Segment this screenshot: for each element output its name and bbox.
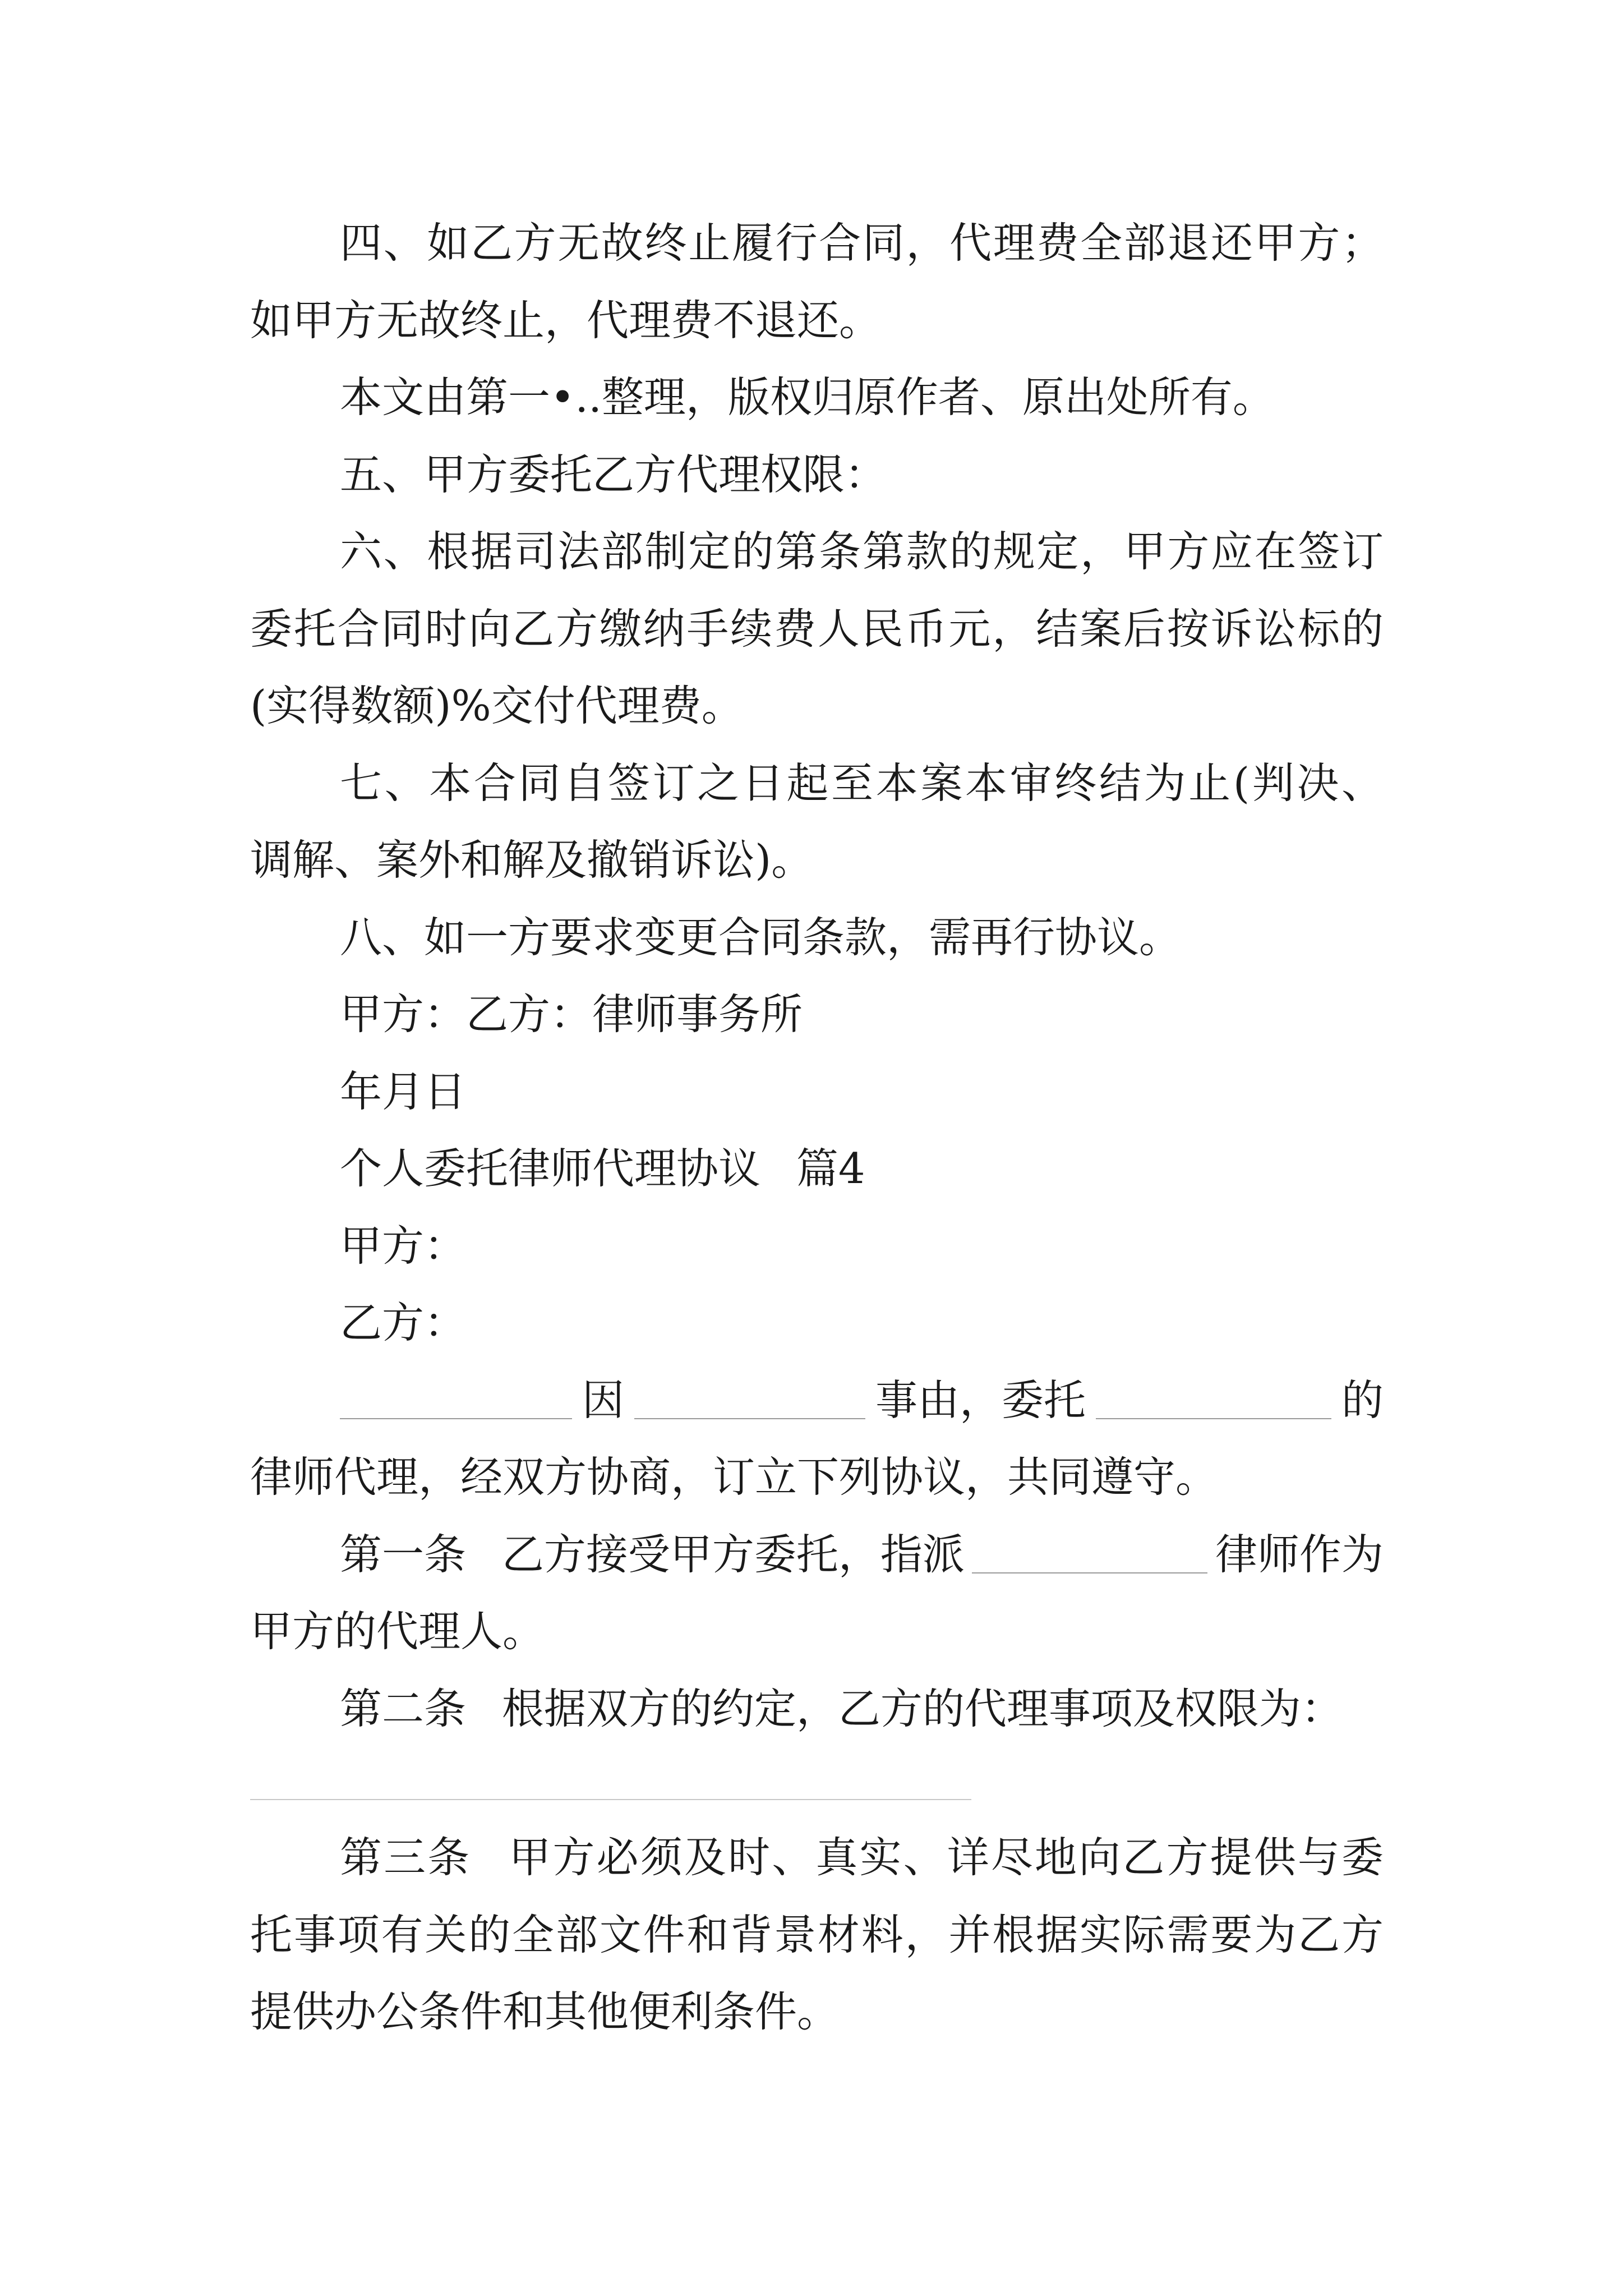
article-3-line-2: 托事项有关的全部文件和背景材料，并根据实际需要为乙方	[250, 1910, 1384, 1959]
clause-8: 八、如一方要求变更合同条款，需再行协议。	[340, 912, 1182, 962]
clause-7-line-1: 七、本合同自签订之日起至本案本审终结为止(判决、	[340, 758, 1384, 808]
fill-in-blank-law-firm	[1096, 1372, 1331, 1419]
clause-7-line-2: 调解、案外和解及撤销诉讼)。	[250, 835, 814, 885]
article-3-line-3: 提供办公条件和其他便利条件。	[250, 1987, 840, 2036]
clause-4-line-1: 四、如乙方无故终止履行合同，代理费全部退还甲方；	[340, 218, 1384, 268]
article-1-line-2: 甲方的代理人。	[250, 1607, 545, 1656]
clause-5: 五、甲方委托乙方代理权限：	[340, 449, 887, 499]
party-a-label: 甲方：	[340, 1221, 467, 1271]
clause-6-line-2: 委托合同时向乙方缴纳手续费人民币元，结案后按诉讼标的	[250, 604, 1384, 654]
clause-4-line-2: 如甲方无故终止，代理费不退还。	[250, 295, 882, 345]
clause-6-line-1: 六、根据司法部制定的第条第款的规定，甲方应在签订	[340, 527, 1384, 576]
fill-in-blank-lawyer	[972, 1526, 1207, 1573]
agreement-title: 个人委托律师代理协议 篇4	[340, 1144, 865, 1193]
signature-line: 甲方：乙方：律师事务所	[340, 990, 803, 1039]
article-1-text-before-blank: 第一条 乙方接受甲方委托，指派	[340, 1529, 965, 1579]
preamble-text-because: 因	[582, 1375, 624, 1425]
article-1-line-1	[250, 1526, 1384, 1582]
fill-in-blank-matter	[634, 1372, 865, 1419]
party-b-label: 乙方：	[340, 1298, 467, 1347]
article-3-line-1: 第三条 甲方必须及时、真实、详尽地向乙方提供与委	[340, 1833, 1384, 1882]
preamble-line-1	[250, 1372, 1384, 1428]
separator-line	[250, 1799, 971, 1800]
article-1-text-after-blank: 律师作为	[1215, 1529, 1384, 1579]
preamble-line-2: 律师代理，经双方协商，订立下列协议，共同遵守。	[250, 1452, 1218, 1502]
source-note: 本文由第一•..整理，版权归原作者、原出处所有。	[340, 372, 1275, 422]
fill-in-blank-client	[340, 1372, 572, 1419]
preamble-text-entrust: 事由，委托	[875, 1375, 1086, 1425]
date-line: 年月日	[340, 1066, 467, 1116]
clause-6-line-3: (实得数额)%交付代理费。	[250, 681, 744, 730]
preamble-text-of: 的	[1341, 1375, 1384, 1425]
article-2: 第二条 根据双方的约定，乙方的代理事项及权限为：	[340, 1683, 1343, 1733]
